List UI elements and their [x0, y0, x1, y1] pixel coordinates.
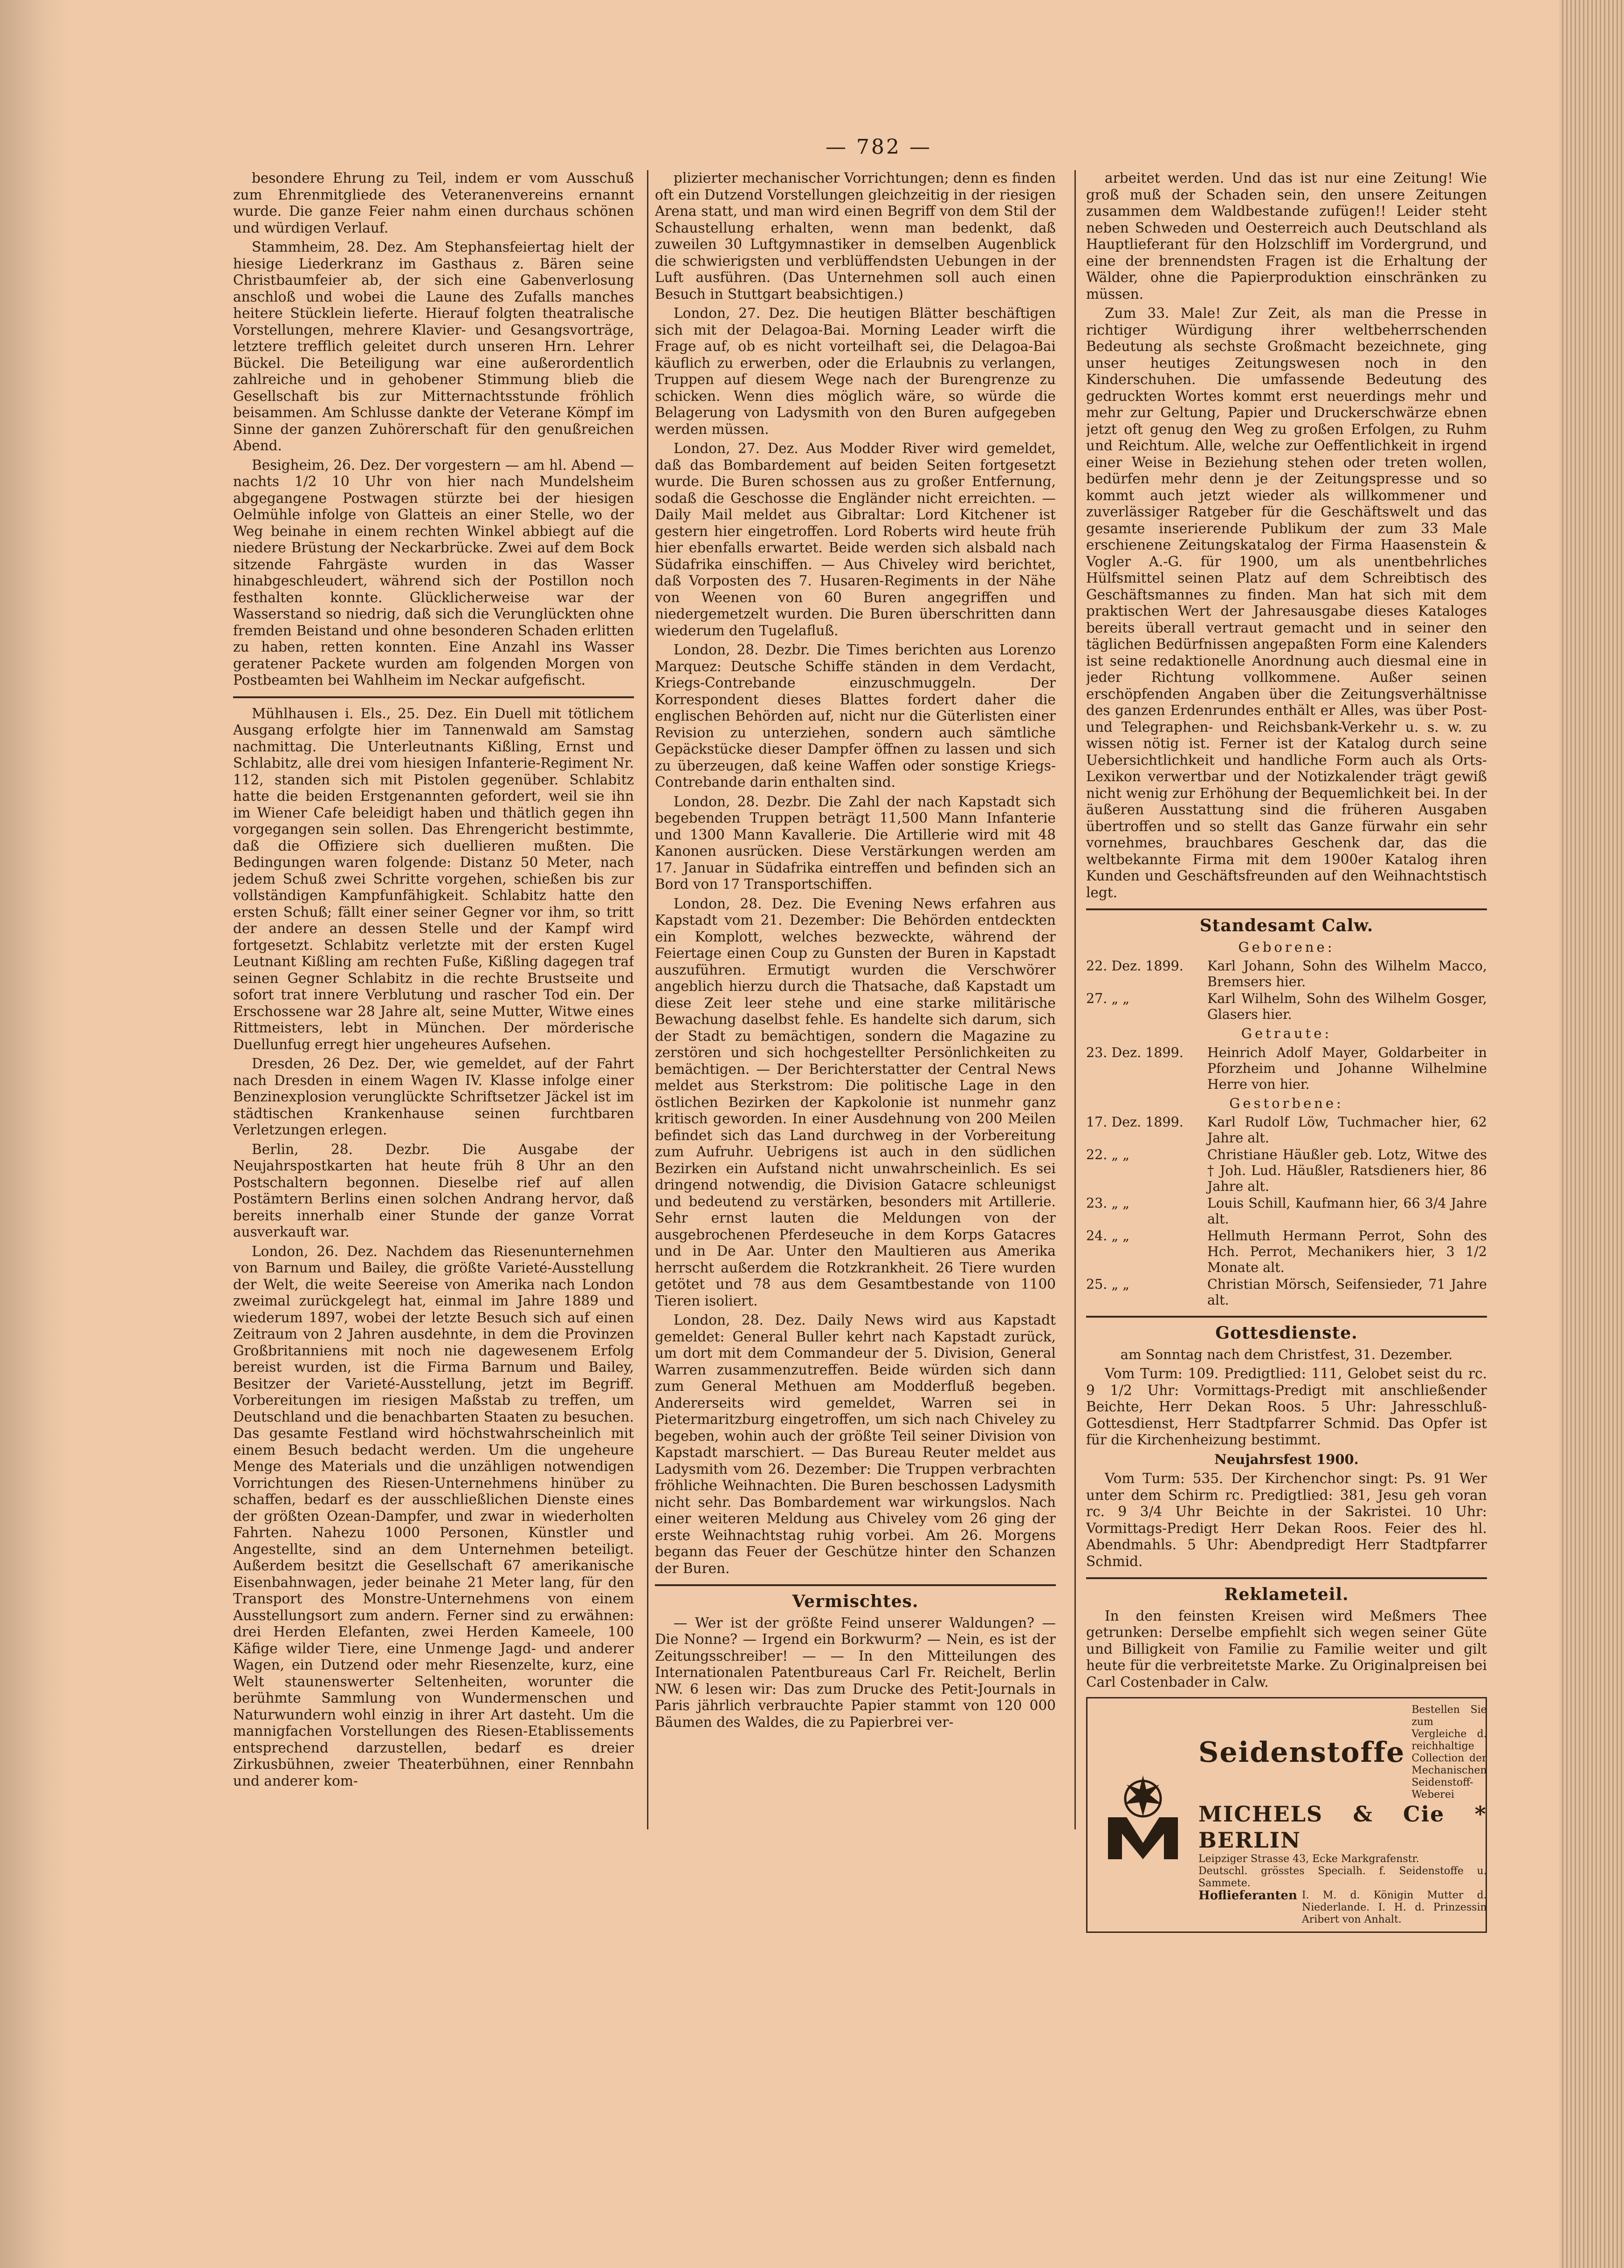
ad-side-text: Bestellen Sie zum Vergleiche d. reichhaltige Collection der Mechanischen Seidenstoff-Weberei [1411, 1704, 1487, 1801]
article-paragraph: London, 28. Dez. Daily News wird aus Kapstadt gemeldet: General Buller kehrt nach Kapstadt zurück, um dort mit dem Commandeur der 5. Division, General Warren zusammenzutreffen. Beide würden sich dann zum General Methuen am Modderfluß begeben. Andererseits wird gemeldet, Warren sei in Pietermaritzburg eingetroffen, um sich nach Chiveley zu begeben, wohin auch der größte Teil seiner Division von Kapstadt marschiert. — Das Bureau Reuter meldet aus Ladysmith vom 26. Dezember: Die Truppen verbrachten fröhliche Weihnachten. Die Buren beschossen Ladysmith nicht sehr. Das Bombardement war wirkungslos. Nach einer weiteren Meldung aus Chiveley vom 26 ging der erste Weihnachtstag ruhig vorbei. Am 26. Morgens begann das Feuer der Geschütze hinter den Schanzen der Buren. [655, 1312, 1056, 1576]
register-date: 24. „ „ [1086, 1228, 1129, 1244]
services-title: Gottesdienste. [1215, 1323, 1358, 1343]
register-entry: Karl Wilhelm, Sohn des Wilhelm Gosger, Glasers hier. [1207, 991, 1487, 1022]
article-paragraph: London, 27. Dez. Aus Modder River wird gemeldet, daß das Bombardement auf beiden Seiten fortgesetzt wurde. Die Buren schossen aus zu großer Entfernung, sodaß die Geschosse die Engländer nicht erreichten. — Daily Mail meldet aus Gibraltar: Lord Kitchener ist gestern hier eingetroffen. Lord Roberts wird heute früh hier ebenfalls erwartet. Beide werden sich alsbald nach Südafrika einschiffen. — Aus Chiveley wird berichtet, daß Vorposten des 7. Husaren-Regiments in der Nähe von Weenen von 60 Buren angegriffen und niedergemetzelt wurden. Die Buren überschritten dann wiederum den Tugelafluß. [655, 440, 1056, 639]
article-paragraph: — Wer ist der größte Feind unserer Waldungen? — Die Nonne? — Irgend ein Borkwurm? — Nein, es ist der Zeitungsschreiber! — — In den Mitteilungen des Internationalen Patentbureaus Carl Fr. Reichelt, Berlin NW. 6 lesen wir: Das zum Drucke des Petit-Journals in Paris jährlich verbrauchte Papier stammt von 120 000 Bäumen des Waldes, die zu Papierbrei ver- [655, 1615, 1056, 1730]
register-date: 22. „ „ [1086, 1147, 1129, 1162]
register-date: 23. „ „ [1086, 1196, 1129, 1211]
register-row [1086, 1277, 1487, 1308]
ad-brand: Seidenstoffe [1198, 1736, 1405, 1769]
column-1 [233, 170, 634, 2053]
monogram-logo [1094, 1766, 1192, 1864]
ad-firm: MICHELS & Cie * BERLIN [1198, 1801, 1487, 1853]
ad-body [1192, 1704, 1487, 1926]
page-stack-edge [1559, 0, 1624, 2268]
section-divider [1086, 1316, 1487, 1318]
article-paragraph: London, 26. Dez. Nachdem das Riesenunternehmen von Barnum und Bailey, die größte Varieté-Ausstellung der Welt, die weite Seereise von Amerika nach London zweimal zurückgelegt hat, einmal im Jahre 1889 und wiederum 1897, wobei der letzte Besuch sich auf einen Zeitraum von 2 Jahren ausdehnte, in dem die Provinzen Großbritanniens mit noch nie dagewesenem Erfolg bereist wurden, ist die Firma Barnum und Bailey, Besitzer der Varieté-Ausstellung, jetzt im Begriff. Vorbereitungen im riesigen Maßstab zu treffen, um Deutschland und die benachbarten Staaten zu besuchen. Das gesamte Festland wird höchstwahrscheinlich mit einem Besuch bedacht werden. Um die ungeheure Menge des Materials und die unzähligen notwendigen Vorrichtungen des Riesen-Unternehmens hinüber zu schaffen, bedarf es der ausschließlichen Dienste eines der größten Ozean-Dampfer, und zwar in wiederholten Fahrten. Nahezu 1000 Personen, Künstler und Angestellte, sind an dem Unternehmen beteiligt. Außerdem besitzt die Gesellschaft 67 amerikanische Eisenbahnwagen, jeder beinahe 21 Meter lang, für den Transport des Monstre-Unternehmens von einem Ausstellungsort zum andern. Ferner sind zu erwähnen: drei Herden Elefanten, zwei Herden Kameele, 100 Käfige wilder Tiere, eine Unmenge Jagd- und anderer Wagen, ein Dutzend oder mehr Riesenzelte, kurz, eine Welt staunenswerter Seltenheiten, worunter die berühmte Sammlung von Wundermenschen und Naturwundern wohl einzig in ihrer Art dasteht. Um die mannigfachen Vorstellungen des Riesen-Etablissements entsprechend darzustellen, bedarf es dreier Zirkusbühnen, zweier Theaterbühnen, einer Rennbahn und anderer kom- [233, 1243, 634, 1789]
register-date: 22. Dez. 1899. [1086, 958, 1184, 974]
ad-address: Leipziger Strasse 43, Ecke Markgrafenstr. [1198, 1853, 1419, 1865]
register-row [1086, 1114, 1487, 1146]
column-rule [1074, 170, 1076, 1829]
article-paragraph: Stammheim, 28. Dez. Am Stephansfeiertag hielt der hiesige Liederkranz im Gasthaus z. Bären seine Christbaumfeier ab, der sich eine Gabenverlosung anschloß und wobei die Laune des Zufalls manches heitere Stücklein lieferte. Hierauf folgten theatralische Vorstellungen, mehrere Klavier- und Gesangsvorträge, letztere trefflich geleitet durch unseren Hrn. Lehrer Bückel. Die Beteiligung war eine außerordentlich zahlreiche und in gehobener Stimmung blieb die Gesellschaft bis zur Mitternachtsstunde fröhlich beisammen. Am Schlusse dankte der Veterane Kömpf im Sinne der ganzen Zuhörerschaft für den genußreichen Abend. [233, 239, 634, 454]
ad-royal: I. M. d. Königin Mutter d. Niederlande. I. H. d. Prinzessin Aribert von Anhalt. [1301, 1890, 1487, 1925]
reklame-text: In den feinsten Kreisen wird Meßmers Thee getrunken: Derselbe empfiehlt sich wegen seiner Güte und Billigkeit von Familie zu Familie weiter und gilt heute für die verbreitetste Marke. Zu Originalpreisen bei Carl Costenbader in Calw. [1086, 1608, 1487, 1690]
register-date: 23. Dez. 1899. [1086, 1045, 1184, 1060]
binding-shadow [0, 0, 70, 2268]
article-paragraph: Besigheim, 26. Dez. Der vorgestern — am hl. Abend — nachts 1/2 10 Uhr von hier nach Mundelsheim abgegangene Postwagen stürzte bei der hiesigen Oelmühle infolge von Glatteis an einer Stelle, wo der Weg beinahe in einem rechten Winkel abbiegt auf die niedere Brüstung der Neckarbrücke. Zwei auf dem Bock sitzende Fahrgäste wurden in das Wasser hinabgeschleudert, während sich der Postillon noch festhalten konnte. Glücklicherweise war der Wasserstand so niedrig, daß sich die Verunglückten ohne fremden Beistand und ohne besonderen Schaden erlitten zu haben, retten konnten. Eine Anzahl ins Wasser geratener Packete wurden am folgenden Morgen von Postbeamten bei Wahlheim im Neckar aufgefischt. [233, 457, 634, 688]
article-paragraph: Berlin, 28. Dezbr. Die Ausgabe der Neujahrspostkarten hat heute früh 8 Uhr an den Postschaltern begonnen. Dieselbe rief auf allen Postämtern Berlins einen solchen Andrang hervor, daß bereits innerhalb einer Stunde der ganze Vorrat ausverkauft war. [233, 1141, 634, 1240]
article-paragraph: besondere Ehrung zu Teil, indem er vom Ausschuß zum Ehrenmitgliede des Veteranenvereins ernannt wurde. Die ganze Feier nahm einen durchaus schönen und würdigen Verlauf. [233, 170, 634, 236]
ad-specialty: Deutschl. grösstes Specialh. f. Seidenstoffe u. Sammete. [1198, 1865, 1487, 1889]
births-label: Geborene: [1238, 939, 1335, 955]
article-paragraph: London, 27. Dez. Die heutigen Blätter beschäftigen sich mit der Delagoa-Bai. Morning Leader wirft die Frage auf, ob es nicht vorteilhaft sei, die Delagoa-Bai käuflich zu erwerben, oder die Erlaubnis zu verlangen, Truppen auf diesem Wege nach der Burengrenze zu schicken. Wenn dies möglich wäre, so würde die Belagerung von Ladysmith von den Buren aufgegeben werden müssen. [655, 305, 1056, 437]
column-2 [655, 170, 1056, 2053]
services-sunday-line: am Sonntag nach dem Christfest, 31. Dezember. [1120, 1346, 1453, 1362]
register-entry: Heinrich Adolf Mayer, Goldarbeiter in Pforzheim und Johanne Wilhelmine Herre von hier. [1207, 1045, 1487, 1092]
register-row [1086, 958, 1487, 990]
register-entry: Hellmuth Hermann Perrot, Sohn des Hch. Perrot, Mechanikers hier, 3 1/2 Monate alt. [1207, 1228, 1487, 1275]
section-divider [655, 1584, 1056, 1586]
register-entry: Karl Johann, Sohn des Wilhelm Macco, Bremsers hier. [1207, 958, 1487, 990]
newyear-title: Neujahrsfest 1900. [1214, 1451, 1359, 1467]
reklame-title: Reklameteil. [1224, 1585, 1349, 1604]
section-divider [1086, 908, 1487, 910]
marriages-label: Getraute: [1241, 1025, 1332, 1041]
register-title: Standesamt Calw. [1199, 916, 1374, 935]
register-row [1086, 1045, 1487, 1093]
register-entry: Karl Rudolf Löw, Tuchmacher hier, 62 Jahre alt. [1207, 1114, 1487, 1146]
register-entry: Christiane Häußler geb. Lotz, Witwe des † Joh. Lud. Häußler, Ratsdieners hier, 86 Jahre alt. [1207, 1147, 1487, 1194]
register-row [1086, 1147, 1487, 1195]
seidenstoffe-advertisement [1086, 1697, 1487, 1933]
register-date: 17. Dez. 1899. [1086, 1114, 1184, 1130]
article-paragraph: London, 28. Dez. Die Evening News erfahren aus Kapstadt vom 21. Dezember: Die Behörden entdeckten ein Komplott, welches bezweckte, während der Feiertage einen Coup zu Gunsten der Buren in Kapstadt auszuführen. Ermutigt wurden die Verschwörer angeblich hierzu durch die Thatsache, daß Kapstadt um diese Zeit leer stehe und eine starke militärische Bewachung daselbst fehle. Es handelte sich darum, sich der Stadt zu bemächtigen, sondern die Magazine zu zerstören und sich hochgestellter Persönlichkeiten zu bemächtigen. — Der Berichterstatter der Central News meldet aus Sterkstrom: Die politische Lage in den östlichen Bezirken der Kapkolonie ist nunmehr ganz kritisch geworden. In einer Ausdehnung von 200 Meilen befindet sich das Land durchweg in der Vorbereitung zum Aufruhr. Uebrigens ist auch in den südlichen Bezirken ein Aufstand nicht unwahrscheinlich. Es sei dringend notwendig, die Division Gatacre schleunigst und bedeutend zu verstärken, besonders mit Artillerie. Sehr ernst lauten die Meldungen von der ausgebrochenen Pferdeseuche in dem Korps Gatacres und in De Aar. Unter den Maultieren aus Amerika herrscht außerdem die Rotzkrankheit. 26 Tiere wurden getötet und 78 aus dem Gesamtbestande von 1100 Tieren isoliert. [655, 895, 1056, 1309]
register-date: 27. „ „ [1086, 991, 1129, 1006]
ad-brand-row [1198, 1704, 1487, 1801]
article-paragraph: plizierter mechanischer Vorrichtungen; denn es finden oft ein Dutzend Vorstellungen gleichzeitig in der riesigen Arena statt, und man wird einen Begriff von dem Stil der Schaustellung erhalten, wenn man bedenkt, daß zuweilen 30 Luftgymnastiker in demselben Augenblick die schwierigsten und verblüffendsten Uebungen in der Luft ausführen. (Das Unternehmen soll auch einen Besuch in Stuttgart beabsichtigen.) [655, 170, 1056, 302]
section-divider [1086, 1577, 1487, 1579]
deaths-label: Gestorbene: [1229, 1095, 1344, 1111]
register-row [1086, 1196, 1487, 1227]
register-entry: Christian Mörsch, Seifensieder, 71 Jahre alt. [1207, 1277, 1487, 1308]
services-newyear-text: Vom Turm: 535. Der Kirchenchor singt: Ps. 91 Wer unter dem Schirm rc. Predigtlied: 381, Jesu geh voran rc. 9 3/4 Uhr Beichte in der Sakristei. 10 Uhr: Vormittags-Predigt Herr Dekan Roos. Feier des hl. Abendmahls. 5 Uhr: Abendpredigt Herr Stadtpfarrer Schmid. [1086, 1471, 1487, 1569]
column-3 [1086, 170, 1487, 1974]
register-entry: Louis Schill, Kaufmann hier, 66 3/4 Jahre alt. [1207, 1196, 1487, 1227]
article-paragraph: Mühlhausen i. Els., 25. Dez. Ein Duell mit tötlichem Ausgang erfolgte hier im Tannenwald am Samstag nachmittag. Die Unterleutnants Kißling, Ernst und Schlabitz, alle drei vom hiesigen Infanterie-Regiment Nr. 112, standen sich mit Pistolen gegenüber. Schlabitz hatte die beiden Erstgenannten gefordert, weil sie ihn im Wiener Cafe beleidigt haben und thätlich gegen ihn vorgegangen sein sollen. Das Ehrengericht bestimmte, daß die Offiziere sich duellieren mußten. Die Bedingungen waren folgende: Distanz 50 Meter, nach jedem Schuß zwei Schritte vorgehen, schießen bis zur vollständigen Kampfunfähigkeit. Schlabitz hatte den ersten Schuß; fällt einer seiner Gegner vor ihm, so tritt der andere an dessen Stelle und der Kampf wird fortgesetzt. Schlabitz verletzte mit der ersten Kugel Leutnant Kißling am rechten Fuße, Kißling dagegen traf seinen Gegner Schlabitz in die rechte Brustseite und sofort trat innere Verblutung und rascher Tod ein. Der Erschossene war 28 Jahre alt, seine Mutter, Witwe eines Rittmeisters, lebt in München. Der mörderische Duellunfug erregt hier ungeheures Aufsehen. [233, 705, 634, 1052]
register-date: 25. „ „ [1086, 1277, 1129, 1292]
article-paragraph: Dresden, 26 Dez. Der, wie gemeldet, auf der Fahrt nach Dresden in einem Wagen IV. Klasse infolge einer Benzinexplosion verunglückte Schriftsetzer Jäckel ist im städtischen Krankenhause seinen furchtbaren Verletzungen erlegen. [233, 1056, 634, 1138]
services-sunday-text: Vom Turm: 109. Predigtlied: 111, Gelobet seist du rc. 9 1/2 Uhr: Vormittags-Predigt mit anschließender Beichte, Herr Dekan Roos. 5 Uhr: Jahresschluß-Gottesdienst, Herr Stadtpfarrer Schmid. Das Opfer ist für die Kirchenheizung bestimmt. [1086, 1366, 1487, 1448]
article-paragraph: London, 28. Dezbr. Die Zahl der nach Kapstadt sich begebenden Truppen beträgt 11,500 Mann Infanterie und 1300 Mann Kavallerie. Die Artillerie wird mit 48 Kanonen ausrücken. Diese Verstärkungen werden am 17. Januar in Südafrika eintreffen und befinden sich an Bord von 17 Transportschiffen. [655, 793, 1056, 892]
section-heading-vermischtes: Vermischtes. [792, 1592, 919, 1611]
ad-lieferanten-row [1198, 1890, 1487, 1926]
page-number: — 782 — [826, 135, 932, 159]
article-paragraph: London, 28. Dezbr. Die Times berichten aus Lorenzo Marquez: Deutsche Schiffe ständen in dem Verdacht, Kriegs-Contrebande einzuschmuggeln. Der Korrespondent dieses Blattes fordert daher die englischen Behörden auf, nicht nur die Güterlisten einer Revision zu unterziehen, sondern auch sämtliche Gepäckstücke dieser Dampfer öffnen zu lassen und sich zu überzeugen, daß keine Waffen oder sonstige Kriegs-Contrebande darin enthalten sind. [655, 642, 1056, 790]
register-row [1086, 991, 1487, 1023]
monogram-logo-graphic [1094, 1766, 1192, 1864]
register-row [1086, 1228, 1487, 1276]
article-paragraph: Zum 33. Male! Zur Zeit, als man die Presse in richtiger Würdigung ihrer weltbeherrschenden Bedeutung als sechste Großmacht bezeichnete, ging unser heutiges Zeitungswesen noch in den Kinderschuhen. Die umfassende Bedeutung des gedruckten Wortes kommt erst neuerdings mehr und mehr zur Geltung, Papier und Druckerschwärze ebnen jetzt oft genug den Weg zu großen Erfolgen, zu Ruhm und Reichtum. Alle, welche zur Oeffentlichkeit in irgend einer Weise in Beziehung stehen oder treten wollen, bedürfen mehr denn je der Zeitungspresse und so kommt auch jetzt wieder als willkommener und zuverlässiger Ratgeber für die Geschäftswelt und das gesamte inserierende Publikum der zum 33 Male erschienene Zeitungskatalog der Firma Haasenstein & Vogler A.-G. für 1900, um als unentbehrliches Hülfsmittel seinen Platz auf dem Schreibtisch des Geschäftsmannes zu finden. Man hat sich mit dem praktischen Wert der Jahresausgabe dieses Kataloges bereits überall vertraut gemacht und in seiner den täglichen Bedürfnissen angepaßten Form eine Kalenders ist seine redaktionelle Anordnung auch diesmal eine in jeder Richtung vollkommene. Außer seinen erschöpfenden Angaben über die Zeitungsverhältnisse des ganzen Erdenrundes enthält er Alles, was über Post- und Telegraphen- und Reichsbank-Verkehr u. s. w. zu wissen nötig ist. Ferner ist der Katalog durch seine Uebersichtlichkeit und handliche Form auch als Orts-Lexikon verwertbar und der Notizkalender trägt gewiß nicht wenig zur Erhöhung der Bequemlichkeit bei. In der äußeren Ausstattung sind die früheren Ausgaben übertroffen und so stellt das Ganze fürwahr ein sehr vornehmes, brauchbares Geschenk dar, das die weltbekannte Firma mit dem 1900er Katalog ihren Kunden und Geschäftsfreunden auf den Weihnachtstisch legt. [1086, 305, 1487, 900]
column-rule [647, 170, 648, 1829]
ad-lieferanten: Hoflieferanten [1198, 1889, 1297, 1903]
article-paragraph: arbeitet werden. Und das ist nur eine Zeitung! Wie groß muß der Schaden sein, den unsere Zeitungen zusammen dem Waldbestande zufügen!! Leider steht neben Schweden und Oesterreich auch Deutschland als Hauptlieferant für den Holzschliff im Vordergrund, und eine der brennendsten Fragen ist die Erhaltung der Wälder, ohne die Papierproduktion einschränken zu müssen. [1086, 170, 1487, 302]
article-divider [233, 696, 634, 698]
